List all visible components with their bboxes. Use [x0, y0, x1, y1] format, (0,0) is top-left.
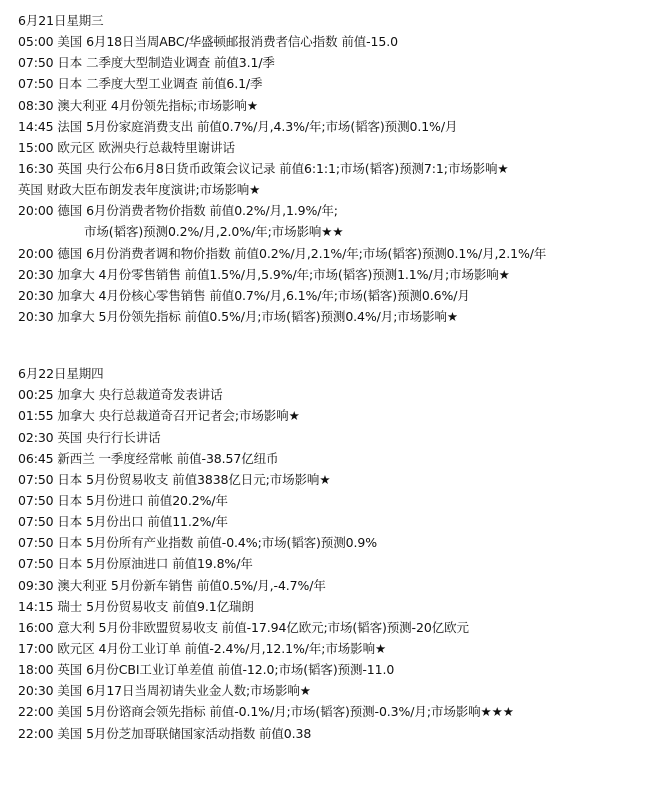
calendar-entry: 20:30 加拿大 4月份零售销售 前值1.5%/月,5.9%/年;市场(韬客)预测1.1%/月;市场影响★	[18, 266, 510, 282]
calendar-entry: 05:00 美国 6月18日当周ABC/华盛顿邮报消费者信心指数 前值-15.0	[18, 34, 398, 50]
calendar-entry: 20:00 德国 6月份消费者调和物价指数 前值0.2%/月,2.1%/年;市场(韬客)预测0.1%/月,2.1%/年	[18, 245, 547, 261]
calendar-entry: 08:30 澳大利亚 4月份领先指标;市场影响★	[18, 97, 258, 113]
calendar-entry: 17:00 欧元区 4月份工业订单 前值-2.4%/月,12.1%/年;市场影响★	[18, 640, 387, 656]
economic-calendar-document	[18, 10, 648, 744]
calendar-entry: 06:45 新西兰 一季度经常帐 前值-38.57亿纽币	[18, 450, 279, 466]
calendar-entry-continuation: 市场(韬客)预测0.2%/月,2.0%/年;市场影响★★	[84, 224, 344, 240]
calendar-entry: 20:30 加拿大 4月份核心零售销售 前值0.7%/月,6.1%/年;市场(韬客)预测0.6%/月	[18, 287, 470, 303]
calendar-entry: 16:30 英国 央行公布6月8日货币政策会议记录 前值6:1:1;市场(韬客)预测7:1;市场影响★	[18, 160, 509, 176]
calendar-entry: 07:50 日本 5月份进口 前值20.2%/年	[18, 492, 228, 508]
calendar-entry: 14:45 法国 5月份家庭消费支出 前值0.7%/月,4.3%/年;市场(韬客)预测0.1%/月	[18, 118, 458, 134]
calendar-entry: 07:50 日本 二季度大型制造业调查 前值3.1/季	[18, 55, 275, 71]
calendar-entry: 15:00 欧元区 欧洲央行总裁特里谢讲话	[18, 139, 235, 155]
calendar-entry: 16:00 意大利 5月份非欧盟贸易收支 前值-17.94亿欧元;市场(韬客)预测-20亿欧元	[18, 619, 469, 635]
date-heading: 6月22日星期四	[18, 366, 104, 382]
calendar-entry: 02:30 英国 央行行长讲话	[18, 429, 161, 445]
calendar-entry: 00:25 加拿大 央行总裁道奇发表讲话	[18, 387, 223, 403]
calendar-entry: 22:00 美国 5月份芝加哥联储国家活动指数 前值0.38	[18, 725, 312, 741]
calendar-entry: 01:55 加拿大 央行总裁道奇召开记者会;市场影响★	[18, 408, 300, 424]
calendar-entry: 22:00 美国 5月份谘商会领先指标 前值-0.1%/月;市场(韬客)预测-0.3%/月;市场影响★★★	[18, 704, 514, 720]
calendar-entry: 20:30 加拿大 5月份领先指标 前值0.5%/月;市场(韬客)预测0.4%/月;市场影响★	[18, 308, 459, 324]
calendar-entry: 18:00 英国 6月份CBI工业订单差值 前值-12.0;市场(韬客)预测-11.0	[18, 662, 395, 678]
calendar-entry: 07:50 日本 5月份出口 前值11.2%/年	[18, 514, 228, 530]
day-section-june-22	[18, 363, 648, 744]
calendar-entry: 英国 财政大臣布朗发表年度演讲;市场影响★	[18, 182, 261, 198]
calendar-entry: 14:15 瑞士 5月份贸易收支 前值9.1亿瑞朗	[18, 598, 254, 614]
calendar-entry: 07:50 日本 二季度大型工业调查 前值6.1/季	[18, 76, 263, 92]
calendar-entry: 09:30 澳大利亚 5月份新车销售 前值0.5%/月,-4.7%/年	[18, 577, 326, 593]
day-section-june-21	[18, 10, 648, 327]
date-heading: 6月21日星期三	[18, 13, 104, 28]
calendar-entry: 07:50 日本 5月份原油进口 前值19.8%/年	[18, 556, 253, 572]
calendar-entry: 20:00 德国 6月份消费者物价指数 前值0.2%/月,1.9%/年;	[18, 203, 338, 219]
calendar-entry: 07:50 日本 5月份所有产业指数 前值-0.4%;市场(韬客)预测0.9%	[18, 535, 377, 551]
calendar-entry: 20:30 美国 6月17日当周初请失业金人数;市场影响★	[18, 683, 311, 699]
calendar-entry: 07:50 日本 5月份贸易收支 前值3838亿日元;市场影响★	[18, 471, 331, 487]
